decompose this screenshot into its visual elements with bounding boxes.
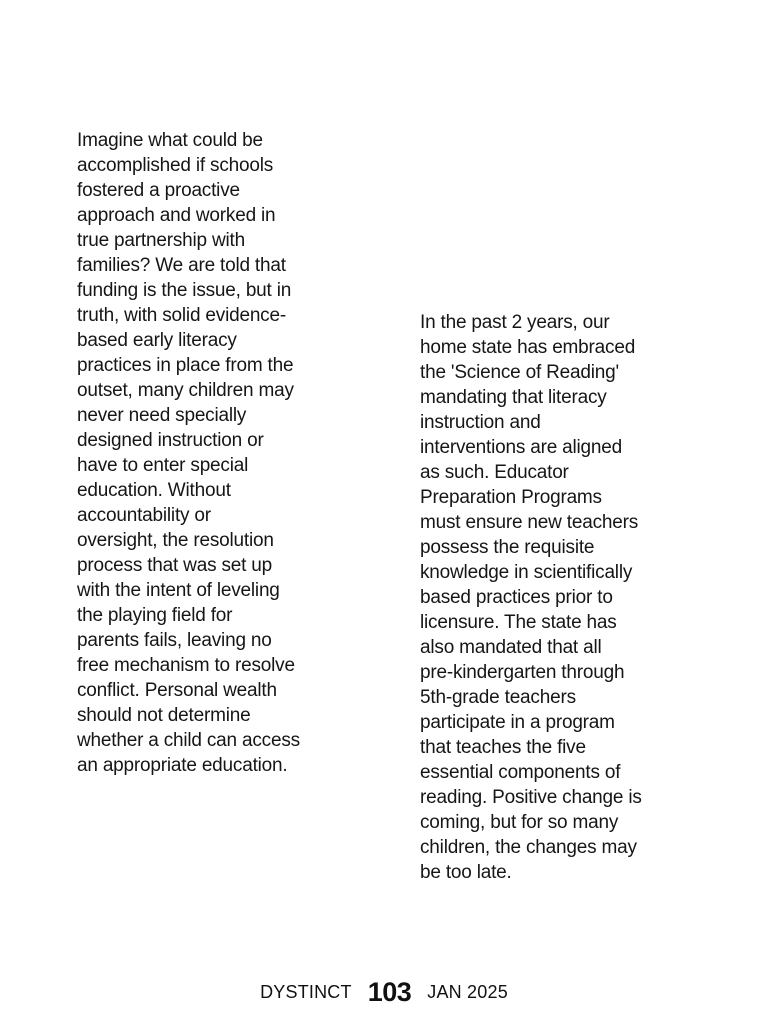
text-line: education. Without <box>77 480 231 501</box>
text-line: Imagine what could be <box>77 130 263 151</box>
text-line: coming, but for so many <box>420 812 619 833</box>
text-line: 5th-grade teachers <box>420 687 576 708</box>
text-line: fostered a proactive <box>77 180 240 201</box>
text-line: parents fails, leaving no <box>77 630 272 651</box>
text-line: funding is the issue, but in <box>77 280 292 301</box>
text-line: designed instruction or <box>77 430 264 451</box>
text-line: licensure. The state has <box>420 612 617 633</box>
magazine-name: DYSTINCT <box>260 981 352 1002</box>
text-line: with the intent of leveling <box>77 580 280 601</box>
text-line: Preparation Programs <box>420 487 602 508</box>
text-line: be too late. <box>420 862 512 883</box>
text-line: as such. Educator <box>420 462 569 483</box>
text-line: instruction and <box>420 412 541 433</box>
text-line: reading. Positive change is <box>420 787 642 808</box>
text-line: home state has embraced <box>420 337 636 358</box>
text-line: an appropriate education. <box>77 755 288 776</box>
text-line: the 'Science of Reading' <box>420 362 619 383</box>
text-line: should not determine <box>77 705 251 726</box>
text-line: conflict. Personal wealth <box>77 680 277 701</box>
text-line: children, the changes may <box>420 837 637 858</box>
text-line: outset, many children may <box>77 380 294 401</box>
text-line: based early literacy <box>77 330 237 351</box>
text-line: oversight, the resolution <box>77 530 274 551</box>
text-line: In the past 2 years, our <box>420 312 610 333</box>
text-line: never need specially <box>77 405 247 426</box>
text-line: essential components of <box>420 762 621 783</box>
text-line: possess the requisite <box>420 537 595 558</box>
text-line: must ensure new teachers <box>420 512 639 533</box>
page-number: 103 <box>367 976 412 1007</box>
article-column-left <box>77 128 337 778</box>
text-line: truth, with solid evidence- <box>77 305 286 326</box>
text-line: practices in place from the <box>77 355 294 376</box>
text-line: pre-kindergarten through <box>420 662 625 683</box>
text-line: have to enter special <box>77 455 249 476</box>
text-line: free mechanism to resolve <box>77 655 295 676</box>
text-line: accomplished if schools <box>77 155 274 176</box>
text-line: interventions are aligned <box>420 437 623 458</box>
text-line: that teaches the five <box>420 737 586 758</box>
issue-date: JAN 2025 <box>427 981 508 1002</box>
text-line: true partnership with <box>77 230 245 251</box>
text-line: based practices prior to <box>420 587 613 608</box>
text-line: accountability or <box>77 505 211 526</box>
text-line: knowledge in scientifically <box>420 562 633 583</box>
text-line: the playing field for <box>77 605 233 626</box>
text-line: mandating that literacy <box>420 387 607 408</box>
text-line: participate in a program <box>420 712 615 733</box>
text-line: process that was set up <box>77 555 273 576</box>
text-line: approach and worked in <box>77 205 276 226</box>
article-column-right <box>420 310 690 885</box>
text-line: families? We are told that <box>77 255 286 276</box>
text-line: whether a child can access <box>77 730 300 751</box>
text-line: also mandated that all <box>420 637 602 658</box>
page-footer <box>0 974 768 1010</box>
